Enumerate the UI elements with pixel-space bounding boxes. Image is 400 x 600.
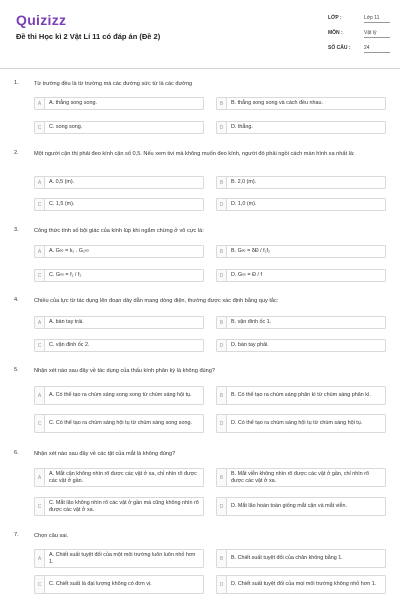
option-letter: A (35, 317, 45, 328)
question-number: 7. (14, 532, 19, 538)
quizizz-logo: Quizizz (16, 12, 67, 28)
option-text: D. bàn tay phải. (231, 342, 269, 349)
header-divider (0, 68, 400, 69)
option-letter: B (217, 317, 227, 328)
answer-option-b[interactable] (216, 245, 386, 258)
answer-option-a[interactable] (34, 245, 204, 258)
question-text: Nhận xét nào sau đây về tác dụng của thấu kính phân kỳ là không đúng? (34, 368, 215, 374)
question-text: Một người cận thị phải đeo kính cận số 0,5. Nếu xem tivi mà không muốn đeo kính, người đó phải ngồi cách màn hình xa nhất là: (34, 151, 355, 157)
option-text: A. Có thể tạo ra chùm sáng song song từ chùm sáng hội tụ. (49, 392, 192, 399)
answer-option-a[interactable] (34, 176, 204, 189)
option-letter: B (217, 246, 227, 257)
answer-option-d[interactable] (216, 575, 386, 594)
option-text: B. thẳng song song và cách đều nhau. (231, 100, 324, 107)
option-text: D. G∞ = Đ / f (231, 272, 262, 279)
question-number: 1. (14, 80, 19, 86)
option-text: D. 1,0 (m). (231, 201, 257, 208)
meta-count-row (328, 45, 390, 53)
answer-option-d[interactable] (216, 269, 386, 282)
option-text: C. Có thể tạo ra chùm sáng hội tụ từ chùm sáng song song. (49, 420, 192, 427)
option-text: B. Có thể tạo ra chùm sáng phân kì từ chùm sáng phân kì. (231, 392, 371, 399)
option-letter: C (35, 498, 45, 515)
answer-option-d[interactable] (216, 339, 386, 352)
question-text: Nhận xét nào sau đây về các tật của mắt là không đúng? (34, 451, 176, 457)
option-text: B. 2,0 (m). (231, 179, 257, 186)
answer-option-a[interactable] (34, 316, 204, 329)
option-letter: C (35, 270, 45, 281)
answer-option-a[interactable] (34, 549, 204, 568)
question-number: 2. (14, 150, 19, 156)
option-letter: A (35, 98, 45, 109)
option-text: C. 1,5 (m). (49, 201, 75, 208)
option-text: B. Mắt viễn không nhìn rõ được các vật ở gần, chỉ nhìn rõ được các vật ở xa. (231, 470, 370, 484)
answer-option-d[interactable] (216, 414, 386, 433)
option-letter: B (217, 387, 227, 404)
option-letter: D (217, 340, 227, 351)
option-text: D. Mắt lão hoàn toàn giống mắt cận và mắt viễn. (231, 503, 347, 510)
answer-option-d[interactable] (216, 121, 386, 134)
meta-count-value: 24 (364, 45, 390, 53)
option-letter: A (35, 469, 45, 486)
option-text: A. 0,5 (m). (49, 179, 75, 186)
option-letter: D (217, 498, 227, 515)
option-letter: C (35, 122, 45, 133)
option-text: A. Mắt cận không nhìn rõ được các vật ở xa, chỉ nhìn rõ được các vật ở gần. (49, 470, 197, 484)
answer-option-c[interactable] (34, 198, 204, 211)
option-letter: B (217, 469, 227, 486)
option-letter: B (217, 550, 227, 567)
question-number: 3. (14, 227, 19, 233)
answer-option-b[interactable] (216, 386, 386, 405)
question-number: 6. (14, 450, 19, 456)
answer-option-b[interactable] (216, 316, 386, 329)
answer-option-d[interactable] (216, 497, 386, 516)
option-text: C. G∞ = f₁ / f₂ (49, 272, 82, 279)
option-text: A. thẳng song song. (49, 100, 97, 107)
meta-count-label: SỐ CÂU : (328, 45, 351, 51)
question-text: Chiều của lực từ tác dụng lên đoạn dây dẫn mang dòng điện, thường được xác định bằng quy tắc: (34, 298, 279, 304)
answer-option-c[interactable] (34, 497, 204, 516)
option-letter: D (217, 270, 227, 281)
option-text: C. song song. (49, 124, 83, 131)
option-letter: C (35, 340, 45, 351)
option-text: C. Mắt lão không nhìn rõ các vật ở gần mà cũng không nhìn rõ được các vật ở xa. (49, 499, 199, 513)
meta-subject-row (328, 30, 390, 38)
question-number: 5. (14, 367, 19, 373)
meta-class-row (328, 15, 390, 23)
question-text: Từ trường đều là từ trường mà các đường sức từ là các đường (34, 81, 193, 87)
option-text: B. vặn đinh ốc 1. (231, 319, 272, 326)
question-text: Chọn câu sai. (34, 533, 69, 539)
answer-option-a[interactable] (34, 386, 204, 405)
meta-class-value: Lớp 11 (364, 15, 390, 23)
option-text: B. G∞ = δĐ / f₁f₂ (231, 248, 271, 255)
worksheet-title: Đề thi Học kì 2 Vật Lí 11 có đáp án (Đề 2) (16, 32, 161, 41)
option-text: C. vặn đinh ốc 2. (49, 342, 90, 349)
answer-option-a[interactable] (34, 468, 204, 487)
answer-option-b[interactable] (216, 468, 386, 487)
answer-option-c[interactable] (34, 121, 204, 134)
option-text: D. Có thể tạo ra chùm sáng hội tụ từ chùm sáng hội tụ. (231, 420, 363, 427)
option-text: C. Chiết suất là đại lượng không có đơn vị. (49, 581, 152, 588)
answer-option-c[interactable] (34, 269, 204, 282)
option-letter: A (35, 550, 45, 567)
answer-option-b[interactable] (216, 549, 386, 568)
option-letter: C (35, 415, 45, 432)
answer-option-a[interactable] (34, 97, 204, 110)
option-text: A. Chiết suất tuyệt đối của một môi trường luôn luôn nhỏ hơn 1. (49, 551, 196, 565)
answer-option-d[interactable] (216, 198, 386, 211)
option-letter: A (35, 177, 45, 188)
option-letter: A (35, 246, 45, 257)
meta-class-label: LỚP : (328, 15, 342, 21)
worksheet-header (0, 0, 400, 66)
answer-option-b[interactable] (216, 97, 386, 110)
option-letter: A (35, 387, 45, 404)
answer-option-c[interactable] (34, 575, 204, 594)
option-text: B. Chiết suất tuyệt đối của chân không bằng 1. (231, 555, 343, 562)
answer-option-b[interactable] (216, 176, 386, 189)
option-letter: C (35, 199, 45, 210)
option-text: D. thẳng. (231, 124, 253, 131)
answer-option-c[interactable] (34, 414, 204, 433)
meta-subject-value: Vật lý (364, 30, 390, 38)
option-letter: D (217, 199, 227, 210)
option-text: A. bàn tay trái. (49, 319, 84, 326)
option-text: D. Chiết suất tuyệt đối của mọi môi trường không nhỏ hơn 1. (231, 581, 377, 588)
option-letter: C (35, 576, 45, 593)
option-letter: D (217, 576, 227, 593)
question-number: 4. (14, 297, 19, 303)
option-text: A. G∞ = k₁ . G₂∞ (49, 248, 89, 255)
option-letter: D (217, 122, 227, 133)
option-letter: B (217, 98, 227, 109)
answer-option-c[interactable] (34, 339, 204, 352)
option-letter: B (217, 177, 227, 188)
question-text: Công thức tính số bội giác của kính lúp khi ngắm chừng ở vô cực là: (34, 228, 204, 234)
meta-subject-label: MÔN : (328, 30, 343, 36)
option-letter: D (217, 415, 227, 432)
